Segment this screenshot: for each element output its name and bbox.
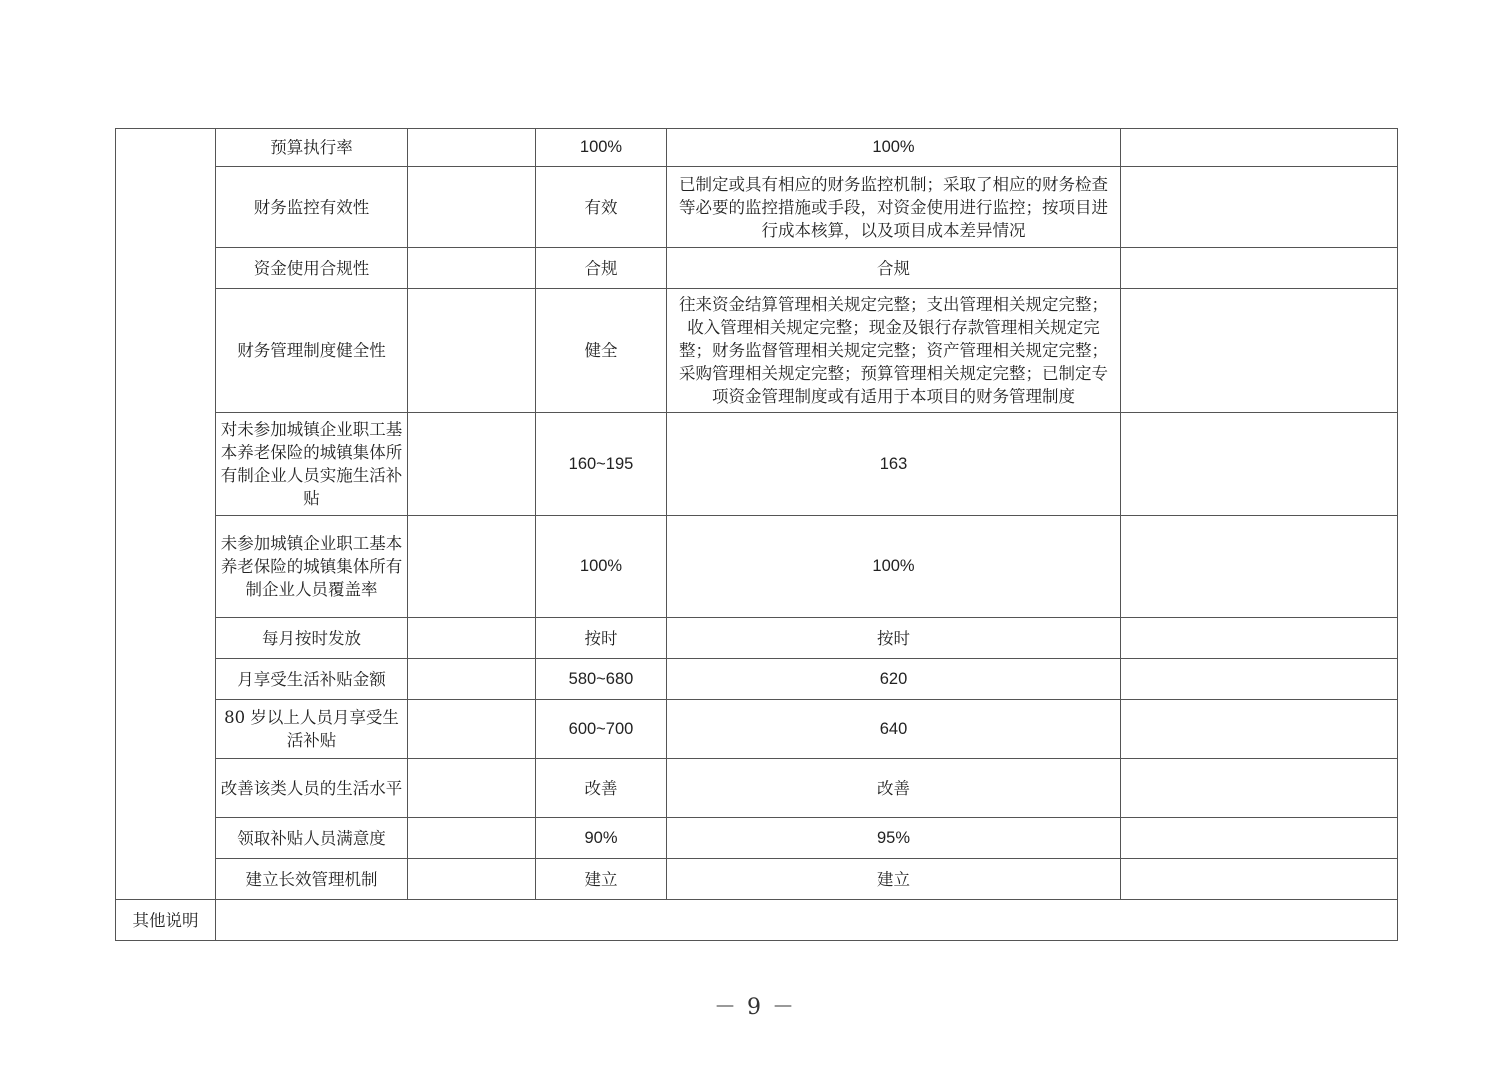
weight-cell — [408, 167, 536, 248]
indicator-cell: 预算执行率 — [216, 129, 408, 167]
target-cell: 合规 — [536, 248, 667, 289]
target-cell: 90% — [536, 818, 667, 859]
weight-cell — [408, 700, 536, 759]
target-cell: 建立 — [536, 859, 667, 900]
remark-cell — [1121, 618, 1398, 659]
table-row — [116, 289, 1398, 413]
indicator-cell: 资金使用合规性 — [216, 248, 408, 289]
target-cell: 按时 — [536, 618, 667, 659]
category-cell — [116, 129, 216, 900]
table-row — [116, 413, 1398, 516]
weight-cell — [408, 659, 536, 700]
indicator-cell: 领取补贴人员满意度 — [216, 818, 408, 859]
table-row — [116, 859, 1398, 900]
table-row — [116, 167, 1398, 248]
target-cell: 100% — [536, 516, 667, 618]
remark-cell — [1121, 759, 1398, 818]
actual-cell: 往来资金结算管理相关规定完整；支出管理相关规定完整；收入管理相关规定完整；现金及银行存款管理相关规定完整；财务监督管理相关规定完整；资产管理相关规定完整；采购管理相关规定完整；预算管理相关规定完整；已制定专项资金管理制度或有适用于本项目的财务管理制度 — [667, 289, 1121, 413]
indicator-cell: 月享受生活补贴金额 — [216, 659, 408, 700]
actual-cell: 改善 — [667, 759, 1121, 818]
table-row — [116, 248, 1398, 289]
actual-cell: 640 — [667, 700, 1121, 759]
actual-cell: 620 — [667, 659, 1121, 700]
remark-cell — [1121, 700, 1398, 759]
other-notes-value — [216, 900, 1398, 941]
weight-cell — [408, 818, 536, 859]
weight-cell — [408, 248, 536, 289]
target-cell: 100% — [536, 129, 667, 167]
remark-cell — [1121, 129, 1398, 167]
table-row — [116, 618, 1398, 659]
remark-cell — [1121, 859, 1398, 900]
table-row — [116, 516, 1398, 618]
indicator-cell: 建立长效管理机制 — [216, 859, 408, 900]
target-cell: 改善 — [536, 759, 667, 818]
table-row — [116, 759, 1398, 818]
remark-cell — [1121, 289, 1398, 413]
weight-cell — [408, 618, 536, 659]
indicator-cell: 每月按时发放 — [216, 618, 408, 659]
indicator-cell: 对未参加城镇企业职工基本养老保险的城镇集体所有制企业人员实施生活补贴 — [216, 413, 408, 516]
footer-row — [116, 900, 1398, 941]
indicator-cell: 80 岁以上人员月享受生活补贴 — [216, 700, 408, 759]
indicator-cell: 改善该类人员的生活水平 — [216, 759, 408, 818]
indicator-cell: 未参加城镇企业职工基本养老保险的城镇集体所有制企业人员覆盖率 — [216, 516, 408, 618]
target-cell: 600~700 — [536, 700, 667, 759]
remark-cell — [1121, 167, 1398, 248]
weight-cell — [408, 129, 536, 167]
table-row — [116, 129, 1398, 167]
weight-cell — [408, 759, 536, 818]
remark-cell — [1121, 413, 1398, 516]
weight-cell — [408, 859, 536, 900]
actual-cell: 合规 — [667, 248, 1121, 289]
other-notes-label: 其他说明 — [116, 900, 216, 941]
weight-cell — [408, 289, 536, 413]
actual-cell: 按时 — [667, 618, 1121, 659]
indicator-cell: 财务管理制度健全性 — [216, 289, 408, 413]
actual-cell: 100% — [667, 129, 1121, 167]
actual-cell: 建立 — [667, 859, 1121, 900]
actual-cell: 163 — [667, 413, 1121, 516]
table-row — [116, 818, 1398, 859]
target-cell: 有效 — [536, 167, 667, 248]
indicator-cell: 财务监控有效性 — [216, 167, 408, 248]
remark-cell — [1121, 516, 1398, 618]
page-number: － 9 － — [714, 995, 796, 1020]
weight-cell — [408, 516, 536, 618]
performance-table — [115, 128, 1398, 941]
table-row — [116, 659, 1398, 700]
actual-cell: 已制定或具有相应的财务监控机制；采取了相应的财务检查等必要的监控措施或手段，对资金使用进行监控；按项目进行成本核算，以及项目成本差异情况 — [667, 167, 1121, 248]
target-cell: 160~195 — [536, 413, 667, 516]
remark-cell — [1121, 659, 1398, 700]
target-cell: 580~680 — [536, 659, 667, 700]
table-row — [116, 700, 1398, 759]
remark-cell — [1121, 818, 1398, 859]
actual-cell: 100% — [667, 516, 1121, 618]
actual-cell: 95% — [667, 818, 1121, 859]
target-cell: 健全 — [536, 289, 667, 413]
remark-cell — [1121, 248, 1398, 289]
weight-cell — [408, 413, 536, 516]
